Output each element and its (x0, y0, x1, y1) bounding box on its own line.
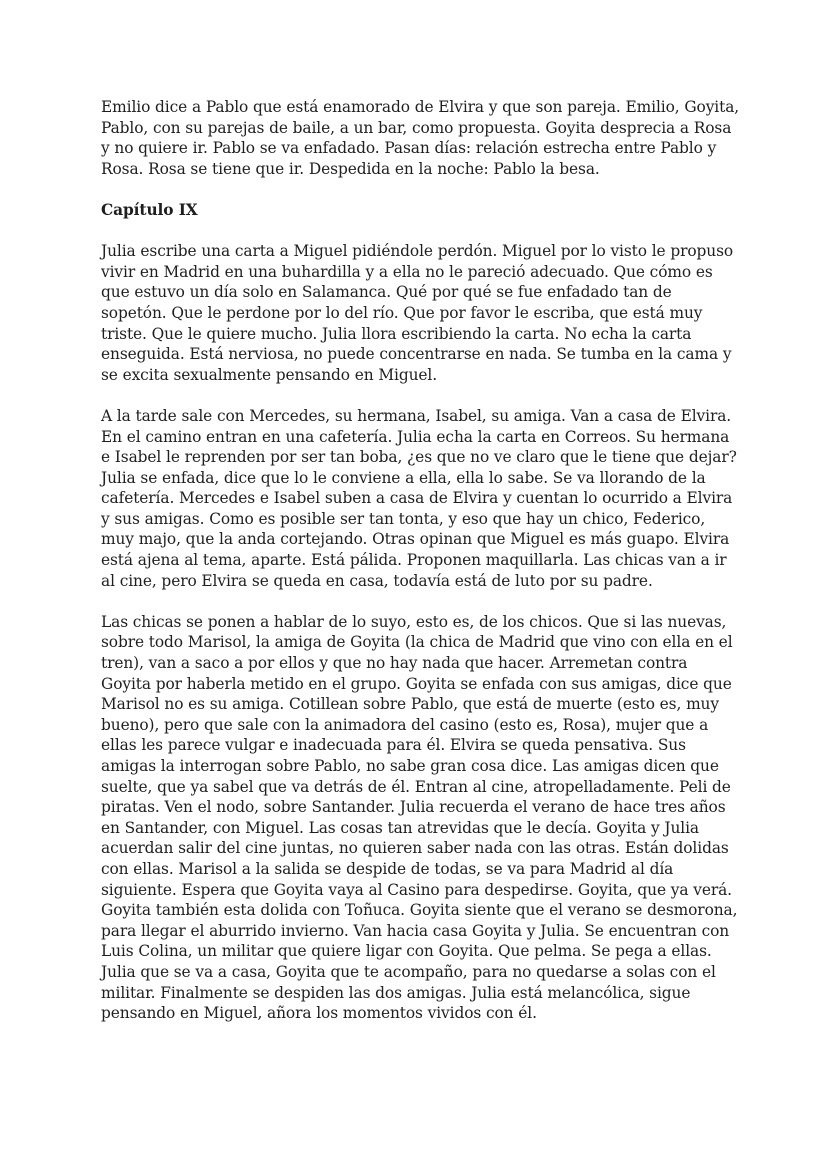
paragraph-3: A la tarde sale con Mercedes, su hermana, Isabel, su amiga. Van a casa de Elvira. En el camino entran en una cafetería. Julia echa la carta en Correos. Su hermana e Isabel le reprenden por ser tan boba, ¿es que no ve claro que le tiene que dejar? Julia se enfada, dice que lo le conviene a ella, ella lo sabe. Se va llorando de la cafetería. Mercedes e Isabel suben a casa de Elvira y cuentan lo ocurrido a Elvira y sus amigas. Como es posible ser tan tonta, y eso que hay un chico, Federico, muy majo, que la anda cortejando. Otras opinan que Miguel es más guapo. Elvira está ajena al tema, aparte. Está pálida. Proponen maquillarla. Las chicas van a ir al cine, pero Elvira se queda en casa, todavía está de luto por su padre. (101, 406, 737, 590)
chapter-heading: Capítulo IX (101, 200, 198, 219)
paragraph-1: Emilio dice a Pablo que está enamorado de Elvira y que son pareja. Emilio, Goyita, Pablo, con su parejas de baile, a un bar, como propuesta. Goyita desprecia a Rosa y no quiere ir. Pablo se va enfadado. Pasan días: relación estrecha entre Pablo y Rosa. Rosa se tiene que ir. Despedida en la noche: Pablo la besa. (101, 98, 740, 178)
paragraph-2: Julia escribe una carta a Miguel pidiéndole perdón. Miguel por lo visto le propuso vivir en Madrid en una buhardilla y a ella no le pareció adecuado. Que cómo es que estuvo un día solo en Salamanca. Qué por qué se fue enfadado tan de sopetón. Que le perdone por lo del río. Que por favor le escriba, que está muy triste. Que le quiere mucho. Julia llora escribiendo la carta. No echa la carta enseguida. Está nerviosa, no puede concentrarse en nada. Se tumba en la cama y se excita sexualmente pensando en Miguel. (101, 242, 734, 384)
document-page (101, 97, 741, 1044)
paragraph-4: Las chicas se ponen a hablar de lo suyo, esto es, de los chicos. Que si las nuevas, sobre todo Marisol, la amiga de Goyita (la chica de Madrid que vino con ella en el tren), van a saco a por ellos y que no hay nada que hacer. Arremetan contra Goyita por haberla metido en el grupo. Goyita se enfada con sus amigas, dice que Marisol no es su amiga. Cotillean sobre Pablo, que está de muerte (esto es, muy bueno), pero que sale con la animadora del casino (esto es, Rosa), mujer que a ellas les parece vulgar e inadecuada para él. Elvira se queda pensativa. Sus amigas la interrogan sobre Pablo, no sabe gran cosa dice. Las amigas dicen que suelte, que ya sabel que va detrás de él. Entran al cine, atropelladamente. Peli de piratas. Ven el nodo, sobre Santander. Julia recuerda el verano de hace tres años en Santander, con Miguel. Las cosas tan atrevidas que le decía. Goyita y Julia acuerdan salir del cine juntas, no quieren saber nada con las otras. Están dolidas con ellas. Marisol a la salida se despide de todas, se va para Madrid al día siguiente. Espera que Goyita vaya al Casino para despedirse. Goyita, que ya verá. Goyita también esta dolida con Toñuca. Goyita siente que el verano se desmorona, para llegar el aburrido invierno. Van hacia casa Goyita y Julia. Se encuentran con Luis Colina, un militar que quiere ligar con Goyita. Que pelma. Se pega a ellas. Julia que se va a casa, Goyita que te acompaño, para no quedarse a solas con el militar. Finalmente se despiden las dos amigas. Julia está melancólica, sigue pensando en Miguel, añora los momentos vividos con él. (101, 612, 738, 1023)
